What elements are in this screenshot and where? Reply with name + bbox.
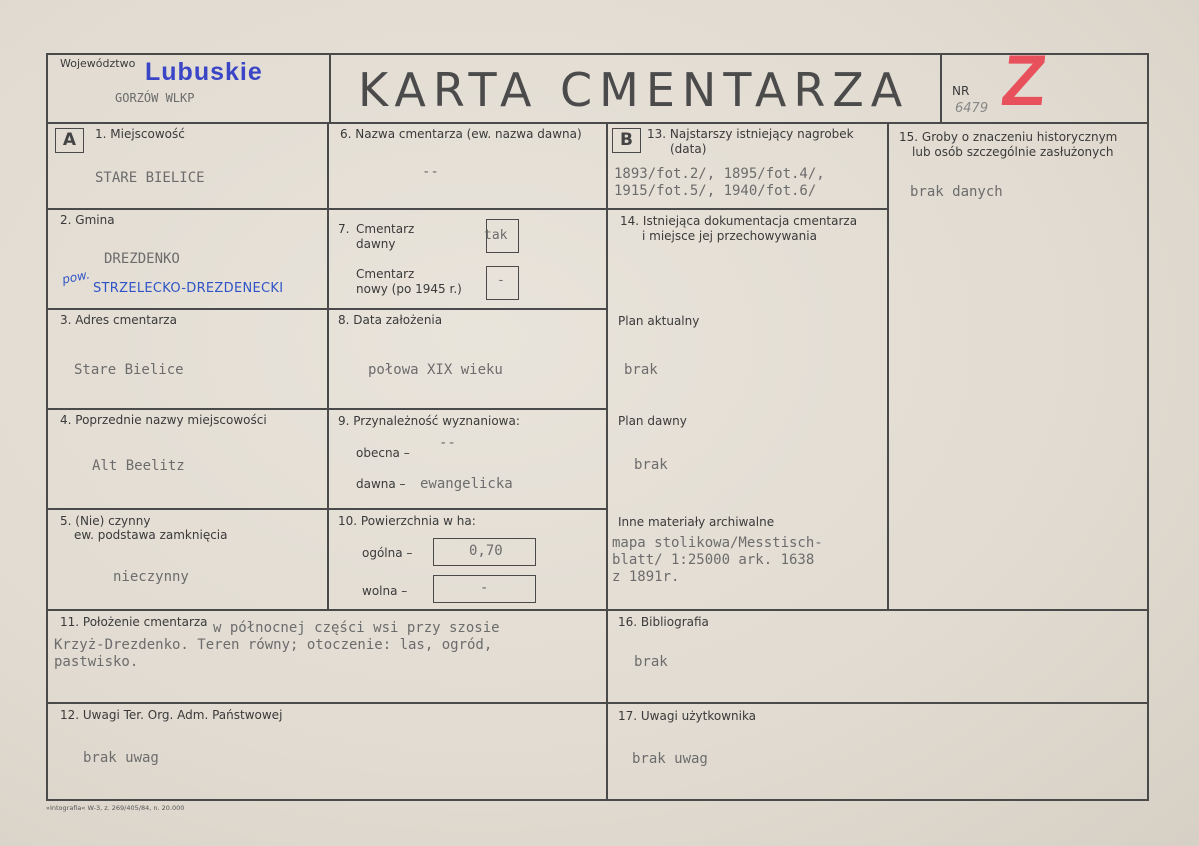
- field-1-label: 1. Miejscowość: [95, 127, 185, 141]
- field-6-label: 6. Nazwa cmentarza (ew. nazwa dawna): [340, 127, 582, 141]
- field-10-ogolna-label: ogólna –: [362, 546, 413, 560]
- field-10-wolna-label: wolna –: [362, 584, 408, 598]
- plan-dawny-label: Plan dawny: [618, 414, 687, 428]
- row-line-5: [46, 609, 1149, 611]
- field-10-wolna-box: [433, 575, 536, 603]
- field-8-label: 8. Data założenia: [338, 313, 443, 327]
- header-divider-2: [940, 53, 942, 123]
- row-line-3: [46, 408, 607, 410]
- field-16-value: brak: [634, 654, 668, 670]
- field-7-nowy-value: -: [497, 273, 505, 288]
- field-7-number: 7.: [338, 222, 350, 236]
- field-15-value: brak danych: [910, 184, 1003, 200]
- field-3-value: Stare Bielice: [74, 362, 184, 378]
- row-line-b: [606, 208, 888, 210]
- col-divider-2: [606, 122, 608, 800]
- field-9-obecna-label: obecna –: [356, 446, 410, 460]
- wojewodztwo-label: Województwo: [60, 57, 136, 70]
- field-11-label: 11. Położenie cmentarza: [60, 615, 208, 629]
- plan-aktualny-value: brak: [624, 362, 658, 378]
- field-7-dawny-label-1: Cmentarz: [356, 222, 415, 236]
- row-line-2: [46, 308, 607, 310]
- field-13-label-1: 13. Najstarszy istniejący nagrobek: [647, 127, 854, 141]
- field-1-value: STARE BIELICE: [95, 170, 205, 186]
- field-15-label-2: lub osób szczególnie zasłużonych: [912, 145, 1114, 159]
- nr-label: NR: [952, 84, 970, 98]
- field-7-nowy-label-1: Cmentarz: [356, 267, 415, 281]
- field-11-line-1: w północnej części wsi przy szosie: [213, 620, 500, 636]
- header-bottom: [46, 122, 1149, 124]
- field-5-value: nieczynny: [113, 569, 189, 585]
- section-b-box: B: [612, 128, 641, 153]
- field-2-value: DREZDENKO: [104, 251, 180, 267]
- inne-line-2: blatt/ 1:25000 ark. 1638: [612, 552, 815, 568]
- inne-line-3: z 1891r.: [612, 569, 680, 585]
- field-4-value: Alt Beelitz: [92, 458, 185, 474]
- field-13-line-2: 1915/fot.5/, 1940/fot.6/: [614, 183, 817, 199]
- field-15-label-1: 15. Groby o znaczeniu historycznym: [899, 130, 1118, 144]
- field-5-label-1: 5. (Nie) czynny: [60, 514, 151, 528]
- field-17-label: 17. Uwagi użytkownika: [618, 709, 757, 723]
- field-2-pow-prefix: pow.: [60, 267, 91, 287]
- inne-line-1: mapa stolikowa/Messtisch-: [612, 535, 823, 551]
- field-11-line-3: pastwisko.: [54, 654, 139, 670]
- header-divider-1: [329, 53, 331, 123]
- field-10-ogolna-box: [433, 538, 536, 566]
- field-2-label: 2. Gmina: [60, 213, 115, 227]
- field-11-line-2: Krzyż-Drezdenko. Teren równy; otoczenie: las, ogród,: [54, 637, 493, 653]
- frame-right: [1147, 53, 1149, 800]
- wojewodztwo-typed: GORZÓW WLKP: [115, 91, 195, 105]
- wojewodztwo-stamp: Lubuskie: [145, 58, 263, 86]
- row-line-6: [46, 702, 1149, 704]
- field-5-label-2: ew. podstawa zamknięcia: [74, 528, 228, 542]
- field-8-value: połowa XIX wieku: [368, 362, 503, 378]
- col-divider-3: [887, 122, 889, 610]
- plan-dawny-value: brak: [634, 457, 668, 473]
- field-7-nowy-box: [486, 266, 519, 300]
- field-10-label: 10. Powierzchnia w ha:: [338, 514, 476, 528]
- field-16-label: 16. Bibliografia: [618, 615, 709, 629]
- field-12-value: brak uwag: [83, 750, 159, 766]
- field-2-pow-value: STRZELECKO-DREZDENECKI: [93, 281, 284, 296]
- frame-left: [46, 53, 48, 800]
- field-13-label-2: (data): [670, 142, 707, 156]
- page-title: KARTA CMENTARZA: [358, 63, 910, 117]
- field-13-line-1: 1893/fot.2/, 1895/fot.4/,: [614, 166, 825, 182]
- frame-top: [46, 53, 1149, 55]
- inne-label: Inne materiały archiwalne: [618, 515, 775, 529]
- field-9-dawna-label: dawna –: [356, 477, 406, 491]
- field-7-dawny-label-2: dawny: [356, 237, 396, 251]
- field-12-label: 12. Uwagi Ter. Org. Adm. Państwowej: [60, 708, 283, 722]
- field-6-value: --: [422, 164, 439, 180]
- nr-value: 6479: [955, 101, 989, 116]
- plan-aktualny-label: Plan aktualny: [618, 314, 700, 328]
- field-9-label: 9. Przynależność wyznaniowa:: [338, 414, 520, 428]
- field-7-nowy-label-2: nowy (po 1945 r.): [356, 282, 462, 296]
- section-a-box: A: [55, 128, 84, 153]
- row-line-1: [46, 208, 607, 210]
- field-9-obecna-value: --: [439, 435, 456, 451]
- field-14-label-2: i miejsce jej przechowywania: [642, 229, 817, 243]
- field-14-label-1: 14. Istniejąca dokumentacja cmentarza: [620, 214, 858, 228]
- field-9-dawna-value: ewangelicka: [420, 476, 513, 492]
- frame-bottom: [46, 799, 1149, 801]
- field-10-wolna-value: -: [480, 580, 489, 596]
- field-7-dawny-value: tak: [484, 228, 508, 243]
- row-line-4: [46, 508, 607, 510]
- col-divider-1: [327, 122, 329, 610]
- printer-imprint: »Intografia« W-3, z. 269/405/84, n. 20.000: [46, 804, 185, 812]
- field-7-dawny-box: [486, 219, 519, 253]
- field-4-label: 4. Poprzednie nazwy miejscowości: [60, 413, 267, 427]
- field-10-ogolna-value: 0,70: [469, 543, 503, 559]
- field-3-label: 3. Adres cmentarza: [60, 313, 177, 327]
- nr-mark: Z: [997, 41, 1051, 121]
- field-17-value: brak uwag: [632, 751, 708, 767]
